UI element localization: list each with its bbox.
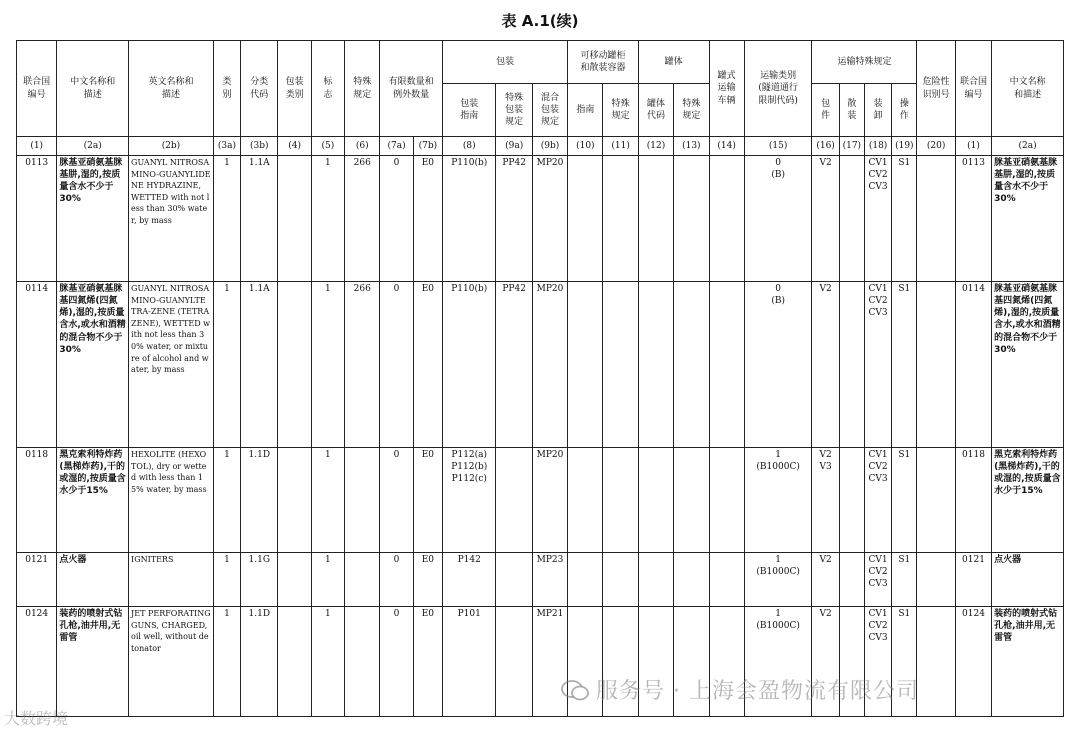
cell-sp-pkg: V2 V3 (812, 448, 839, 553)
cell-limited-qty: 0 (380, 553, 413, 607)
column-number-row (17, 137, 1064, 156)
cell-pkg-instr: P110(b) (442, 282, 496, 448)
cell-packing-group (278, 448, 311, 553)
header-class: 类 别 (213, 41, 240, 137)
cell-sp-load: CV1 CV2 CV3 (864, 282, 891, 448)
cell-un-no-right: 0118 (955, 448, 991, 553)
column-number: (18) (864, 137, 891, 156)
header-sp-pkg: 包 件 (812, 84, 839, 137)
table-row (17, 448, 1064, 553)
dangerous-goods-table (16, 40, 1064, 717)
cell-hazard-id (917, 448, 955, 553)
cell-labels: 1 (311, 553, 344, 607)
column-number: (20) (917, 137, 955, 156)
cell-class: 1 (213, 448, 240, 553)
column-number: (4) (278, 137, 311, 156)
cell-special-provisions: 266 (345, 156, 380, 282)
cell-hazard-id (917, 282, 955, 448)
cell-pkg-mixed: MP23 (532, 553, 567, 607)
cell-port-instr (568, 282, 603, 448)
watermark-corner: 大数跨境 (4, 709, 69, 728)
cell-un-no: 0124 (17, 607, 57, 717)
cell-en-name: IGNITERS (129, 553, 214, 607)
header-packing-group: 包装 类别 (278, 41, 311, 137)
cell-excepted-qty: E0 (413, 282, 442, 448)
header-sp-bulk: 散 装 (839, 84, 864, 137)
cell-cn-name-right: 装药的喷射式钻孔枪,油井用,无雷管 (992, 607, 1064, 717)
cell-tank-sp (674, 448, 709, 553)
column-number: (7a) (380, 137, 413, 156)
header-limited-quantity: 有限数量和 例外数量 (380, 41, 443, 137)
cell-packing-group (278, 607, 311, 717)
watermark (560, 674, 919, 705)
cell-sp-op: S1 (892, 553, 917, 607)
cell-port-sp (603, 282, 638, 448)
cell-tank-sp (674, 156, 709, 282)
column-number: (1) (955, 137, 991, 156)
header-tank-sp: 特殊 规定 (674, 84, 709, 137)
cell-cn-name-right: 脒基亚硝氨基脒基四氮烯(四氮烯),湿的,按质量含水,或水和酒精的混合物不少于30% (992, 282, 1064, 448)
column-number: (13) (674, 137, 709, 156)
cell-class: 1 (213, 607, 240, 717)
header-labels: 标 志 (311, 41, 344, 137)
cell-cn-name: 脒基亚硝氨基脒基四氮烯(四氮烯),湿的,按质量含水,或水和酒精的混合物不少于30% (57, 282, 129, 448)
cell-transport-category: 0 (B) (744, 282, 812, 448)
cell-tank-vehicle (709, 553, 744, 607)
column-number: (7b) (413, 137, 442, 156)
cell-port-sp (603, 156, 638, 282)
cell-port-instr (568, 448, 603, 553)
cell-tank-vehicle (709, 156, 744, 282)
cell-excepted-qty: E0 (413, 156, 442, 282)
header-sp-op: 操 作 (892, 84, 917, 137)
column-number: (16) (812, 137, 839, 156)
column-number: (15) (744, 137, 812, 156)
cell-code: 1.1A (241, 156, 278, 282)
cell-un-no-right: 0114 (955, 282, 991, 448)
column-number: (1) (17, 137, 57, 156)
cell-code: 1.1D (241, 448, 278, 553)
header-special-transport: 运输特殊规定 (812, 41, 917, 84)
cell-sp-pkg: V2 (812, 553, 839, 607)
cell-sp-bulk (839, 156, 864, 282)
column-number: (9a) (496, 137, 532, 156)
cell-un-no: 0121 (17, 553, 57, 607)
cell-tank-code (638, 156, 673, 282)
header-en-name: 英文名称和 描述 (129, 41, 214, 137)
column-number: (12) (638, 137, 673, 156)
cell-special-provisions: 266 (345, 282, 380, 448)
cell-tank-code (638, 448, 673, 553)
column-number: (2a) (992, 137, 1064, 156)
column-number: (14) (709, 137, 744, 156)
cell-excepted-qty: E0 (413, 448, 442, 553)
cell-un-no-right: 0121 (955, 553, 991, 607)
cell-pkg-instr: P101 (442, 607, 496, 717)
cell-port-sp (603, 448, 638, 553)
cell-sp-pkg: V2 (812, 282, 839, 448)
cell-en-name: GUANYL NITROSAMINO-GUANYLTETRA-ZENE (TETRAZENE), WETTED with not less than 30% water, or mixture of alcohol and water, by mass (129, 282, 214, 448)
cell-hazard-id (917, 607, 955, 717)
cell-sp-bulk (839, 282, 864, 448)
header-un-no: 联合国 编号 (17, 41, 57, 137)
cell-un-no-right: 0113 (955, 156, 991, 282)
cell-packing-group (278, 282, 311, 448)
header-un-no-right: 联合国 编号 (955, 41, 991, 137)
cell-un-no: 0114 (17, 282, 57, 448)
cell-port-sp (603, 553, 638, 607)
cell-en-name: HEXOLITE (HEXOTOL), dry or wetted with less than 15% water, by mass (129, 448, 214, 553)
cell-cn-name-right: 点火器 (992, 553, 1064, 607)
cell-code: 1.1A (241, 282, 278, 448)
cell-pkg-instr: P112(a) P112(b) P112(c) (442, 448, 496, 553)
watermark-text: 服务号 · 上海会盈物流有限公司 (596, 679, 919, 704)
column-number: (9b) (532, 137, 567, 156)
header-pkg-mixed: 混合 包装 规定 (532, 84, 567, 137)
cell-sp-bulk (839, 553, 864, 607)
column-number: (5) (311, 137, 344, 156)
cell-transport-category: 1 (B1000C) (744, 448, 812, 553)
cell-tank-sp (674, 553, 709, 607)
table-title: 表 A.1(续) (501, 12, 579, 30)
cell-pkg-sp: PP42 (496, 282, 532, 448)
header-port-sp: 特殊 规定 (603, 84, 638, 137)
cell-transport-category: 1 (B1000C) (744, 607, 812, 717)
cell-transport-category: 0 (B) (744, 156, 812, 282)
cell-special-provisions (345, 607, 380, 717)
cell-class: 1 (213, 553, 240, 607)
cell-sp-load: CV1 CV2 CV3 (864, 607, 891, 717)
cell-special-provisions (345, 448, 380, 553)
cell-excepted-qty: E0 (413, 553, 442, 607)
cell-sp-load: CV1 CV2 CV3 (864, 156, 891, 282)
cell-sp-pkg: V2 (812, 156, 839, 282)
cell-code: 1.1D (241, 607, 278, 717)
cell-tank-vehicle (709, 448, 744, 553)
header-pkg-instr: 包装 指南 (442, 84, 496, 137)
cell-un-no: 0118 (17, 448, 57, 553)
wechat-icon (560, 679, 590, 701)
header-cn-name: 中文名称和 描述 (57, 41, 129, 137)
cell-pkg-mixed: MP21 (532, 607, 567, 717)
cell-pkg-mixed: MP20 (532, 282, 567, 448)
cell-code: 1.1G (241, 553, 278, 607)
table-row (17, 282, 1064, 448)
column-number: (2a) (57, 137, 129, 156)
cell-port-instr (568, 553, 603, 607)
column-number: (3a) (213, 137, 240, 156)
header-port-instr: 指南 (568, 84, 603, 137)
cell-excepted-qty: E0 (413, 607, 442, 717)
cell-cn-name: 装药的喷射式钻孔枪,油井用,无雷管 (57, 607, 129, 717)
cell-en-name: GUANYL NITROSAMINO-GUANYLIDENE HYDRAZINE, WETTED with not less than 30% water, by mass (129, 156, 214, 282)
cell-cn-name-right: 脒基亚硝氨基脒基肼,湿的,按质量含水不少于30% (992, 156, 1064, 282)
cell-cn-name: 点火器 (57, 553, 129, 607)
cell-packing-group (278, 553, 311, 607)
column-number: (6) (345, 137, 380, 156)
header-tank: 罐体 (638, 41, 709, 84)
cell-tank-sp (674, 282, 709, 448)
header-packaging: 包装 (442, 41, 567, 84)
table-row (17, 156, 1064, 282)
cell-limited-qty: 0 (380, 282, 413, 448)
header-hazard-id: 危险性 识别号 (917, 41, 955, 137)
header-tank-code: 罐体 代码 (638, 84, 673, 137)
header-code: 分类 代码 (241, 41, 278, 137)
header-tank-vehicle: 罐式 运输 车辆 (709, 41, 744, 137)
column-number: (3b) (241, 137, 278, 156)
cell-hazard-id (917, 553, 955, 607)
cell-cn-name-right: 黑克索利特炸药(黑梯炸药),干的或湿的,按质量含水少于15% (992, 448, 1064, 553)
cell-sp-op: S1 (892, 607, 917, 717)
column-number: (19) (892, 137, 917, 156)
cell-limited-qty: 0 (380, 607, 413, 717)
cell-cn-name: 黑克索利特炸药(黑梯炸药),干的或湿的,按质量含水少于15% (57, 448, 129, 553)
column-number: (8) (442, 137, 496, 156)
cell-pkg-instr: P142 (442, 553, 496, 607)
cell-sp-op: S1 (892, 156, 917, 282)
cell-sp-op: S1 (892, 282, 917, 448)
cell-labels: 1 (311, 156, 344, 282)
cell-tank-vehicle (709, 282, 744, 448)
cell-special-provisions (345, 553, 380, 607)
cell-sp-bulk (839, 448, 864, 553)
cell-pkg-mixed: MP20 (532, 448, 567, 553)
cell-hazard-id (917, 156, 955, 282)
cell-sp-op: S1 (892, 448, 917, 553)
cell-un-no-right: 0124 (955, 607, 991, 717)
cell-sp-load: CV1 CV2 CV3 (864, 448, 891, 553)
cell-labels: 1 (311, 607, 344, 717)
header-special-provisions: 特殊 规定 (345, 41, 380, 137)
header-cn-name-right: 中文名称 和描述 (992, 41, 1064, 137)
cell-pkg-sp (496, 607, 532, 717)
column-number: (11) (603, 137, 638, 156)
header-sp-load: 装 卸 (864, 84, 891, 137)
cell-sp-pkg: V2 (812, 607, 839, 717)
column-number: (10) (568, 137, 603, 156)
cell-class: 1 (213, 282, 240, 448)
cell-tank-code (638, 553, 673, 607)
column-number: (2b) (129, 137, 214, 156)
cell-port-instr (568, 156, 603, 282)
table-row (17, 553, 1064, 607)
cell-class: 1 (213, 156, 240, 282)
cell-un-no: 0113 (17, 156, 57, 282)
cell-pkg-mixed: MP20 (532, 156, 567, 282)
column-number: (17) (839, 137, 864, 156)
cell-pkg-sp: PP42 (496, 156, 532, 282)
cell-labels: 1 (311, 282, 344, 448)
cell-packing-group (278, 156, 311, 282)
cell-en-name: JET PERFORATING GUNS, CHARGED, oil well, without detonator (129, 607, 214, 717)
cell-sp-load: CV1 CV2 CV3 (864, 553, 891, 607)
cell-labels: 1 (311, 448, 344, 553)
cell-pkg-instr: P110(b) (442, 156, 496, 282)
header-pkg-sp: 特殊 包装 规定 (496, 84, 532, 137)
cell-pkg-sp (496, 553, 532, 607)
cell-limited-qty: 0 (380, 448, 413, 553)
header-transport-category: 运输类别 (隧道通行 限制代码) (744, 41, 812, 137)
cell-tank-code (638, 282, 673, 448)
cell-pkg-sp (496, 448, 532, 553)
cell-transport-category: 1 (B1000C) (744, 553, 812, 607)
cell-limited-qty: 0 (380, 156, 413, 282)
cell-cn-name: 脒基亚硝氨基脒基肼,湿的,按质量含水不少于30% (57, 156, 129, 282)
header-portable-tanks: 可移动罐柜 和散装容器 (568, 41, 639, 84)
